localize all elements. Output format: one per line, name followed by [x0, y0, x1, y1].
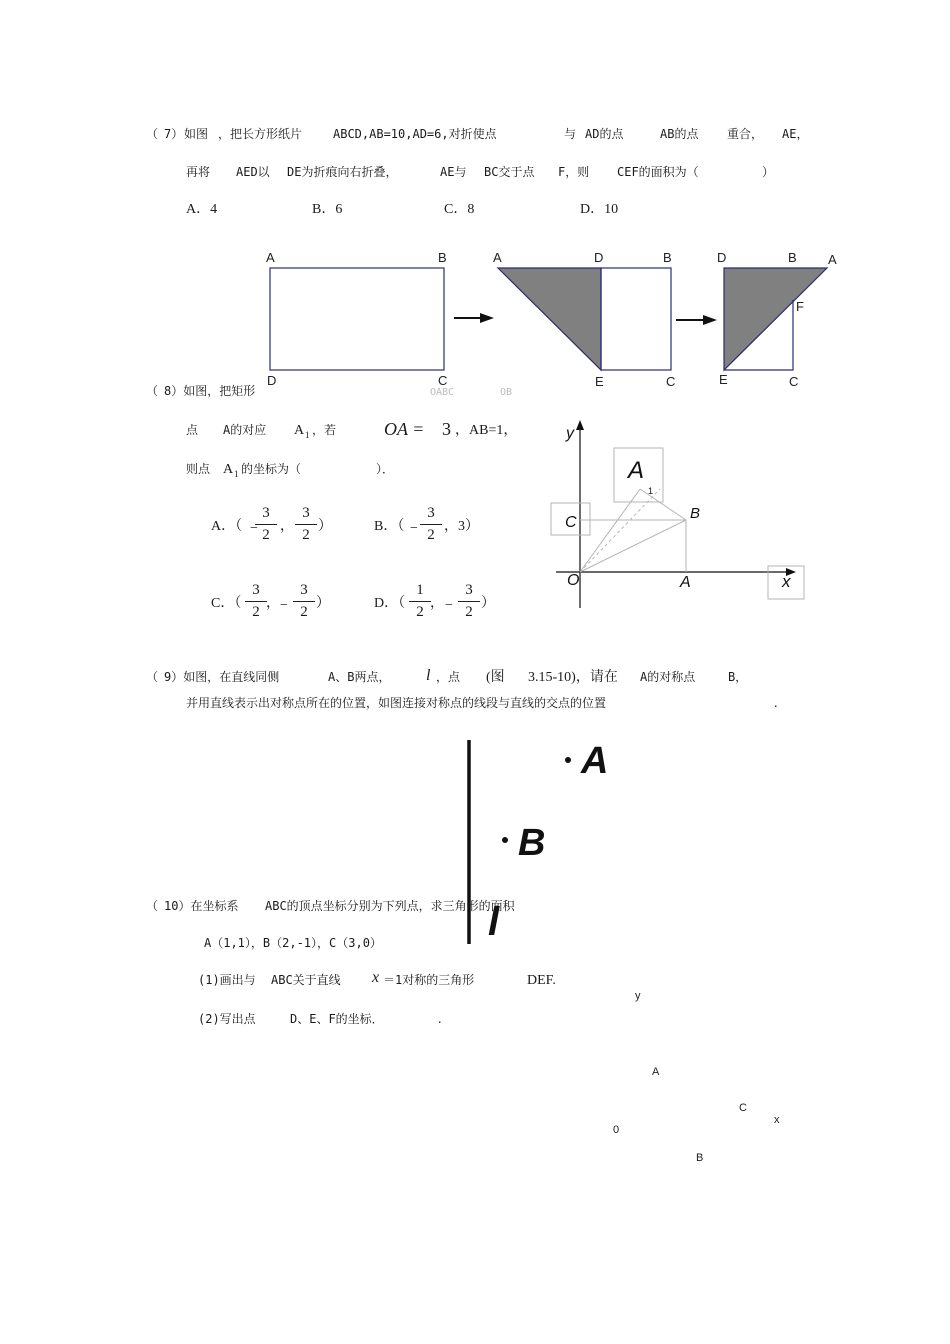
- q10-text: 10）在坐标系: [164, 899, 239, 913]
- q8-fig-a1: A: [628, 457, 645, 484]
- fig2-label-a: A: [493, 250, 502, 265]
- q8-text: 则点: [186, 462, 211, 476]
- q8-a1-sub: 1: [305, 430, 310, 440]
- q8-fraction: 3 2: [255, 505, 277, 543]
- q9-period: .: [774, 696, 778, 711]
- q7-text: AE与: [440, 165, 467, 179]
- q10-text: ＝1对称的三角形: [383, 973, 475, 987]
- q8-ab: ，AB=1，: [455, 423, 518, 438]
- q10-period: .: [438, 1012, 442, 1027]
- q8-fig-a: A: [680, 574, 691, 591]
- q7-text: ，把长方形纸片: [218, 127, 303, 141]
- q8-text: 8）如图，把矩形: [164, 384, 256, 398]
- q10-fig-c: C: [739, 1102, 747, 1114]
- q7-text: ABCD,AB=10,AD=6,对折使点: [333, 127, 497, 141]
- q7-text: BC交于点: [484, 165, 535, 179]
- q7-number: 7）: [164, 127, 184, 141]
- q8-oa-value: 3: [442, 419, 451, 439]
- q7-option-b[interactable]: B．6: [312, 202, 343, 217]
- q9-label-l: l: [488, 900, 500, 944]
- q8-option-label: B．（: [374, 519, 405, 534]
- minus-sign: −: [445, 598, 453, 613]
- q8-fig-x: x: [782, 572, 791, 591]
- q8-fig-a1-sub: 1: [648, 486, 654, 496]
- q9-text: A的对称点: [640, 670, 696, 684]
- q10-paren: （: [146, 899, 159, 913]
- q7-option-c[interactable]: C．8: [444, 202, 475, 217]
- q9-text: 并用直线表示出对称点所在的位置，如图连接对称点的线段与直线的交点的位置: [186, 696, 607, 710]
- q8-oa: OA =: [384, 419, 425, 439]
- q9-text: ，点: [436, 670, 461, 684]
- q9-paren: （: [146, 670, 159, 684]
- q8-text: ，若: [312, 423, 337, 437]
- q7-text: F，则: [558, 165, 590, 179]
- q8-fig-c: C: [565, 514, 577, 531]
- minus-sign: −: [250, 521, 258, 536]
- q9-label-b: B: [518, 822, 546, 864]
- minus-sign: −: [410, 521, 418, 536]
- q8-fraction: 3 2: [293, 582, 315, 620]
- q9-text: (图: [486, 670, 505, 685]
- q8-fig-y: y: [566, 425, 574, 442]
- fig3-label-a: A: [828, 252, 837, 267]
- fig3-label-f: F: [796, 299, 804, 314]
- q8-fig-b: B: [690, 505, 701, 522]
- q9-text: 9）如图，在直线同侧: [164, 670, 280, 684]
- fig2-label-e: E: [595, 374, 604, 389]
- fig3-label-c: C: [789, 374, 799, 389]
- q10-part-2: (2)写出点: [198, 1012, 256, 1026]
- fig1-label-b: B: [438, 250, 447, 265]
- q8-text-faded: OABC: [430, 387, 455, 398]
- q10-coordinates: A（1,1），B（2,-1），C（3,0）: [204, 936, 382, 950]
- q7-text: AED以: [236, 165, 270, 179]
- q7-paren: （: [146, 127, 159, 141]
- q8-fraction: 1 2: [409, 582, 431, 620]
- q8-paren: （: [146, 384, 159, 398]
- q7-text: 重合，: [727, 127, 764, 141]
- q8-fraction: 3 2: [420, 505, 442, 543]
- q8-option-label: D．（: [374, 596, 406, 611]
- q7-option-d[interactable]: D．10: [580, 202, 619, 217]
- q10-fig-x: x: [774, 1114, 780, 1126]
- q8-text: 点: [186, 423, 199, 437]
- fig2-label-c: C: [666, 374, 676, 389]
- q9-label-a: A: [581, 740, 609, 782]
- q7-text: CEF的面积为（: [617, 165, 699, 179]
- fig1-label-d: D: [267, 373, 277, 388]
- q8-fig-o: O: [567, 572, 580, 589]
- q10-text: ABC的顶点坐标分别为下列点，求三角形的面积: [265, 899, 515, 913]
- q7-text: AD的点: [585, 127, 624, 141]
- q8-a1: A: [294, 423, 305, 438]
- q9-line-l: l: [426, 667, 431, 684]
- q8-a1-sub: 1: [234, 469, 239, 479]
- q8-a1: A: [223, 462, 234, 477]
- q7-text: ）: [762, 165, 775, 179]
- q7-text: DE为折痕向右折叠，: [287, 165, 398, 179]
- q8-text: ）．: [376, 462, 395, 476]
- fig3-label-d: D: [717, 250, 727, 265]
- q10-part-1: (1)画出与: [198, 973, 256, 987]
- fig2-label-b: B: [663, 250, 672, 265]
- q7-option-a[interactable]: A．4: [186, 202, 218, 217]
- q10-text: ABC关于直线: [271, 973, 341, 987]
- q10-fig-a: A: [652, 1066, 660, 1078]
- minus-sign: −: [280, 598, 288, 613]
- q10-text: D、E、F的坐标．: [290, 1012, 384, 1026]
- q10-fig-o: 0: [613, 1124, 620, 1136]
- fig3-label-b: B: [788, 250, 797, 265]
- q7-text: 再将: [186, 165, 211, 179]
- fig1-label-c: C: [438, 373, 448, 388]
- q8-text-faded: OB: [500, 387, 513, 398]
- fig3-label-e: E: [719, 372, 728, 387]
- q10-x-var: x: [372, 969, 380, 986]
- q10-text: DEF.: [527, 973, 556, 988]
- q10-fig-y: y: [635, 990, 641, 1002]
- q8-text: A的对应: [223, 423, 267, 437]
- q9-text: B，: [728, 670, 748, 684]
- q8-fraction: 3 2: [245, 582, 267, 620]
- q8-fraction: 3 2: [458, 582, 480, 620]
- fig2-label-d: D: [594, 250, 604, 265]
- fig1-label-a: A: [266, 250, 275, 265]
- q9-text: 3.15-10)，请在: [528, 670, 618, 685]
- q7-text: AB的点: [660, 127, 699, 141]
- q8-text: 的坐标为（: [241, 462, 302, 476]
- q7-text: 如图: [184, 127, 209, 141]
- q8-option-label: C．（: [211, 596, 242, 611]
- q9-text: A、B两点，: [328, 670, 391, 684]
- q8-option-label: A．（: [211, 519, 243, 534]
- q10-fig-b: B: [696, 1152, 704, 1164]
- q7-text: 与: [564, 127, 577, 141]
- q8-fraction: 3 2: [295, 505, 317, 543]
- q7-text: AE，: [782, 127, 809, 141]
